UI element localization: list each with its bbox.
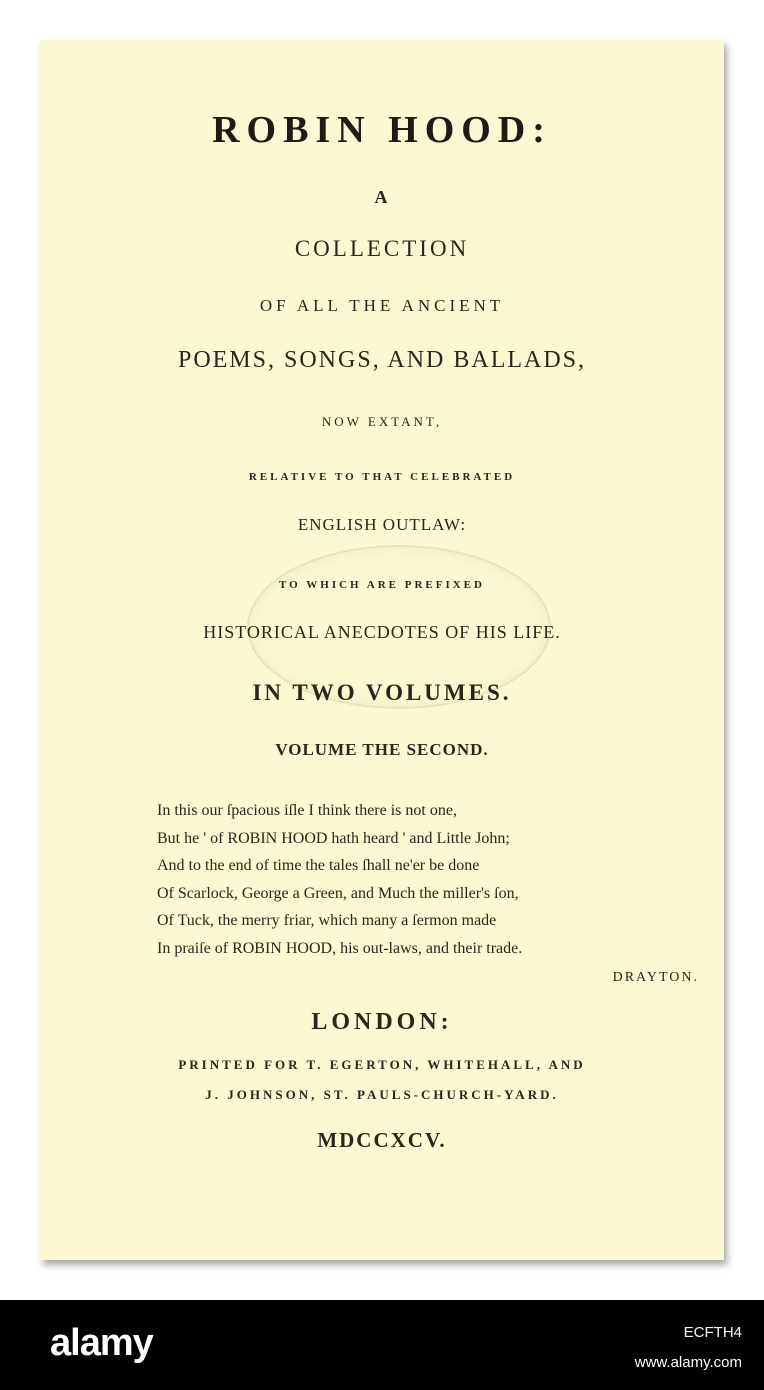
title-prefixed: TO WHICH ARE PREFIXED	[279, 579, 485, 591]
epigraph-line: In this our ſpacious iſle I think there is not one,	[157, 802, 457, 819]
title-article: A	[374, 187, 390, 207]
epigraph-line: And to the end of time the tales ſhall ne'er be done	[157, 857, 480, 874]
title-relative: RELATIVE TO THAT CELEBRATED	[248, 471, 516, 483]
epigraph-line: In praiſe of ROBIN HOOD, his out-laws, and their trade.	[157, 939, 523, 957]
imprint-year: MDCCXCV.	[317, 1128, 447, 1152]
alamy-logo: alamy	[50, 1322, 153, 1364]
epigraph-line: Of Scarlock, George a Green, and Much the miller's ſon,	[157, 884, 519, 902]
imprint-printer-line-2: J. JOHNSON, ST. PAULS-CHURCH-YARD.	[205, 1087, 559, 1102]
title-collection: COLLECTION	[294, 236, 470, 261]
title-now-extant: NOW EXTANT,	[321, 414, 443, 429]
epigraph	[157, 797, 697, 962]
watermark-bar	[0, 1300, 764, 1390]
title-volume: VOLUME THE SECOND.	[275, 740, 489, 759]
title-of-all: OF ALL THE ANCIENT	[259, 296, 505, 315]
epigraph-line: Of Tuck, the merry friar, which many a ſermon made	[157, 912, 497, 929]
title-volumes: IN TWO VOLUMES.	[252, 680, 512, 705]
book-title: ROBIN HOOD:	[212, 109, 552, 151]
epigraph-line: But he ' of ROBIN HOOD hath heard ' and Little John;	[157, 829, 510, 847]
title-outlaw: ENGLISH OUTLAW:	[297, 515, 467, 534]
site-url: www.alamy.com	[634, 1354, 742, 1371]
title-poems: POEMS, SONGS, AND BALLADS,	[177, 347, 587, 373]
image-id: ECFTH4	[683, 1324, 742, 1341]
imprint-city: LONDON:	[311, 1009, 453, 1035]
watermark-ref	[635, 1318, 742, 1378]
title-anecdotes: HISTORICAL ANECDOTES OF HIS LIFE.	[203, 622, 561, 642]
imprint-printer-line-1: PRINTED FOR T. EGERTON, WHITEHALL, AND	[178, 1057, 586, 1072]
title-page	[40, 40, 724, 1260]
epigraph-attribution: DRAYTON.	[612, 970, 699, 985]
